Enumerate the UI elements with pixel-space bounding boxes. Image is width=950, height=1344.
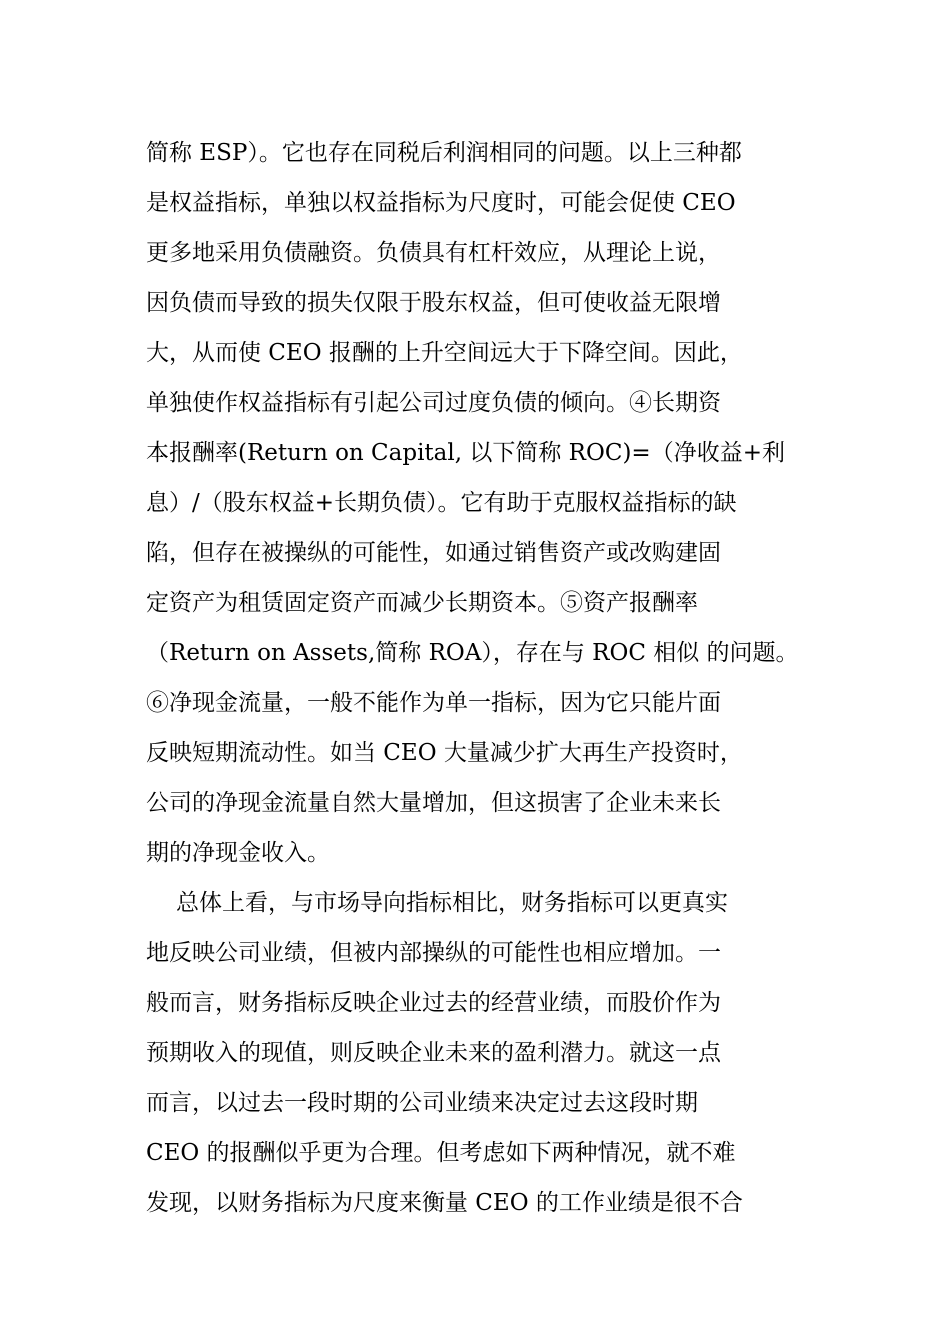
body-text [146,128,826,1228]
text-line: （Return on Assets,简称 ROA），存在与 ROC 相似 的问题。 [146,640,799,666]
text-line: 息）/（股东权益+长期负债）。它有助于克服权益指标的缺 [146,490,737,516]
text-line: 简称 ESP）。它也存在同税后利润相同的问题。以上三种都 [146,140,742,166]
text-line: ⑥净现金流量，一般不能作为单一指标，因为它只能片面 [146,690,721,716]
paragraph-start-line: 总体上看，与市场导向指标相比，财务指标可以更真实 [176,890,728,916]
text-line: 定资产为租赁固定资产而减少长期资本。⑤资产报酬率 [146,590,698,616]
text-line: 公司的净现金流量自然大量增加，但这损害了企业未来长 [146,790,721,816]
text-line: 本报酬率(Return on Capital, 以下简称 ROC)=（净收益+利 [146,440,785,466]
text-line: CEO 的报酬似乎更为合理。但考虑如下两种情况，就不难 [146,1140,736,1166]
text-line: 预期收入的现值，则反映企业未来的盈利潜力。就这一点 [146,1040,721,1066]
text-line: 般而言，财务指标反映企业过去的经营业绩，而股价作为 [146,990,721,1016]
text-line: 是权益指标，单独以权益指标为尺度时，可能会促使 CEO [146,190,736,216]
text-line: 发现，以财务指标为尺度来衡量 CEO 的工作业绩是很不合 [146,1190,743,1216]
text-line: 反映短期流动性。如当 CEO 大量减少扩大再生产投资时， [146,740,743,766]
text-line: 单独使作权益指标有引起公司过度负债的倾向。④长期资 [146,390,721,416]
text-line: 期的净现金收入。 [146,840,330,866]
text-line: 地反映公司业绩，但被内部操纵的可能性也相应增加。一 [146,940,721,966]
text-line: 陷，但存在被操纵的可能性，如通过销售资产或改购建固 [146,540,721,566]
text-line: 而言，以过去一段时期的公司业绩来决定过去这段时期 [146,1090,698,1116]
text-line: 因负债而导致的损失仅限于股东权益，但可使收益无限增 [146,290,721,316]
text-line: 更多地采用负债融资。负债具有杠杆效应，从理论上说， [146,240,721,266]
text-line: 大，从而使 CEO 报酬的上升空间远大于下降空间。因此， [146,340,743,366]
